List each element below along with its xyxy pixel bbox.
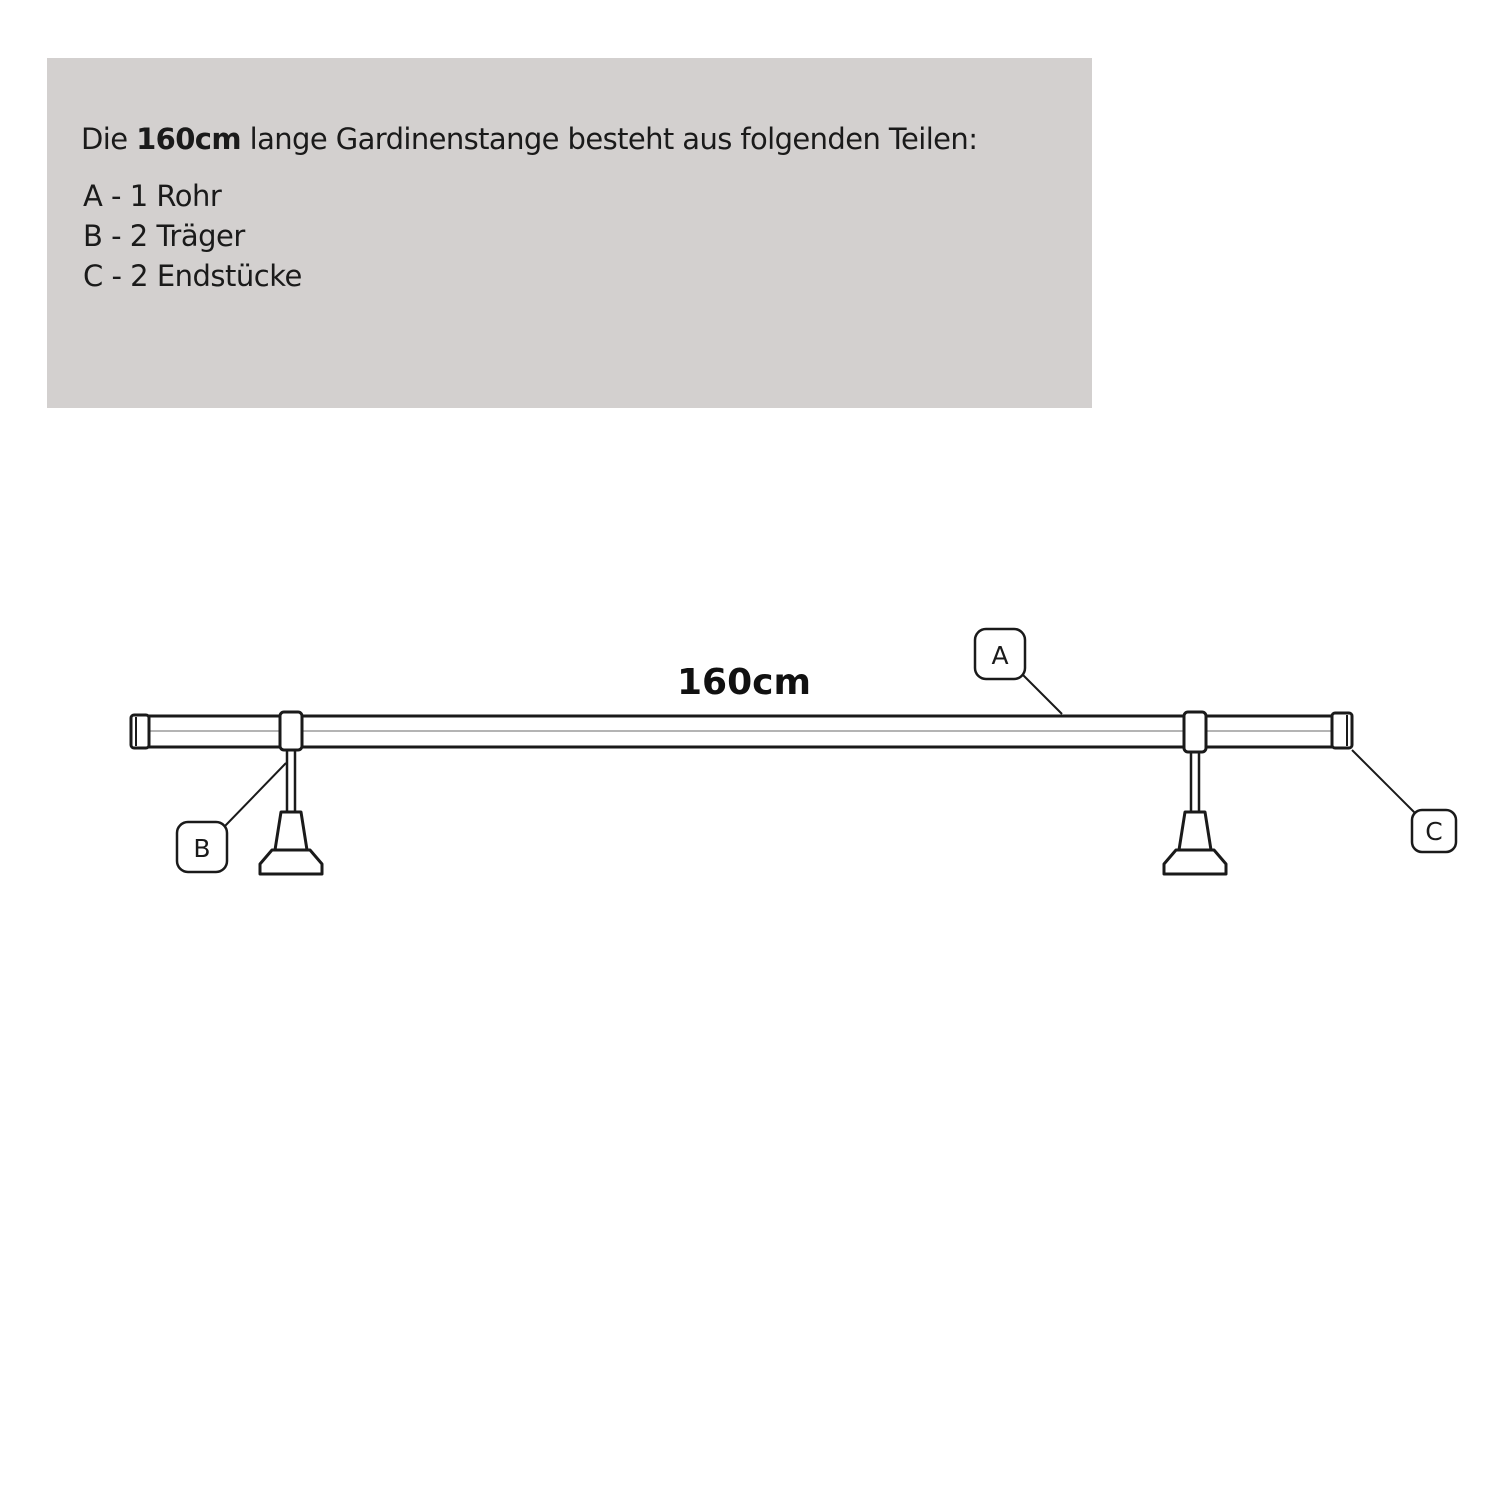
callout-a-label: A	[991, 641, 1009, 670]
callout-c-label: C	[1425, 817, 1443, 846]
curtain-rod-diagram	[0, 600, 1500, 900]
part-item-a: A - 1 Rohr	[83, 179, 222, 213]
parts-list	[83, 176, 302, 296]
part-item-c: C - 2 Endstücke	[83, 259, 302, 293]
intro-text-end: lange Gardinenstange besteht aus folgenden Teilen:	[249, 122, 978, 156]
end-cap-right	[1332, 713, 1352, 748]
intro-length-bold: 160cm	[136, 122, 242, 156]
leader-line-c	[1352, 750, 1416, 814]
end-cap-left	[131, 715, 149, 748]
leader-line-b	[225, 763, 286, 826]
leader-line-a	[1022, 674, 1062, 714]
callout-b-label: B	[193, 834, 211, 863]
rod-length-label: 160cm	[677, 662, 811, 703]
parts-info-box	[47, 58, 1092, 408]
intro-text-start: Die	[81, 122, 128, 156]
callout-a	[975, 629, 1025, 679]
callout-c	[1412, 810, 1456, 852]
parts-intro-text	[81, 122, 977, 156]
callout-b	[177, 822, 227, 872]
part-item-b: B - 2 Träger	[83, 219, 245, 253]
